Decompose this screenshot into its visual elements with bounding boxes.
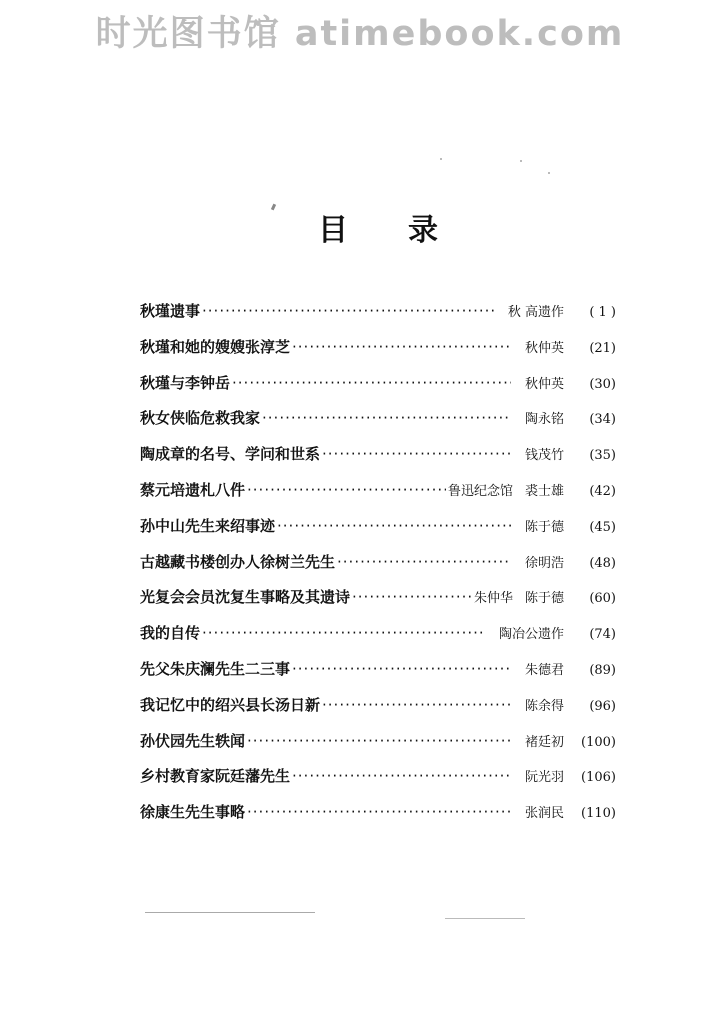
toc-entry <box>140 658 616 694</box>
entry-page: (106) <box>581 770 616 786</box>
entry-title: 秋瑾和她的嫂嫂张淳芝 <box>140 337 291 356</box>
entry-author: 秋仲英 <box>524 340 564 356</box>
entry-author: 张润民 <box>524 806 564 822</box>
scan-speck <box>145 912 315 913</box>
toc-entry <box>140 694 616 730</box>
toc-entry <box>140 801 616 837</box>
entry-title: 孙伏园先生轶闻 <box>140 731 246 750</box>
entry-page: (30) <box>589 376 616 392</box>
dot-leader <box>322 696 511 714</box>
watermark: 时光图书馆 atimebook.com <box>95 14 625 54</box>
entry-author: 裘士雄 <box>524 483 564 499</box>
table-of-contents <box>140 300 616 837</box>
entry-author: 陶冶公遗作 <box>498 627 564 643</box>
entry-author: 褚廷初 <box>524 734 564 750</box>
dot-leader <box>352 588 472 606</box>
entry-title: 秋女侠临危救我家 <box>140 409 261 428</box>
entry-title: 光复会会员沈复生事略及其遗诗 <box>140 588 351 607</box>
scan-speck <box>445 918 525 919</box>
entry-page: (35) <box>589 448 616 464</box>
entry-author: 朱德君 <box>524 662 564 678</box>
entry-page: (34) <box>589 412 616 428</box>
toc-entry <box>140 586 616 622</box>
entry-page: (45) <box>589 519 616 535</box>
dot-leader <box>292 660 511 678</box>
entry-page: (110) <box>581 806 616 822</box>
entry-title: 乡村教育家阮廷藩先生 <box>140 767 291 786</box>
entry-title: 秋瑾与李钟岳 <box>140 373 231 392</box>
entry-page: (21) <box>589 340 616 356</box>
dot-leader <box>337 553 511 571</box>
toc-entry <box>140 551 616 587</box>
toc-entry <box>140 765 616 801</box>
dot-leader <box>247 803 511 821</box>
scan-speck <box>548 172 550 174</box>
scan-speck <box>271 204 276 211</box>
scan-speck <box>440 158 442 160</box>
entry-author: 徐明浩 <box>524 555 564 571</box>
entry-title: 我的自传 <box>140 624 201 643</box>
entry-page: (100) <box>581 734 616 750</box>
entry-author: 陈于德 <box>524 519 564 535</box>
entry-title: 古越藏书楼创办人徐树兰先生 <box>140 552 336 571</box>
toc-entry <box>140 730 616 766</box>
entry-title: 蔡元培遗札八件 <box>140 480 246 499</box>
dot-leader <box>202 302 494 320</box>
toc-entry <box>140 372 616 408</box>
entry-author: 秋仲英 <box>524 376 564 392</box>
dot-leader <box>232 374 511 392</box>
entry-org: 鲁迅纪念馆 <box>447 483 513 499</box>
entry-author: 秋 高遗作 <box>507 305 564 320</box>
scan-speck <box>520 160 522 162</box>
page-title: 目录 <box>318 213 498 248</box>
dot-leader <box>247 732 511 750</box>
entry-page: ( 1 ) <box>589 305 616 320</box>
entry-page: (48) <box>589 555 616 571</box>
dot-leader <box>277 517 511 535</box>
entry-author: 陈余得 <box>524 698 564 714</box>
entry-author: 阮光羽 <box>524 770 564 786</box>
dot-leader <box>292 338 511 356</box>
toc-entry <box>140 407 616 443</box>
toc-entry <box>140 336 616 372</box>
dot-leader <box>292 767 511 785</box>
dot-leader <box>202 624 485 642</box>
entry-page: (89) <box>589 662 616 678</box>
entry-page: (42) <box>589 483 616 499</box>
toc-entry <box>140 515 616 551</box>
entry-title: 先父朱庆澜先生二三事 <box>140 659 291 678</box>
toc-entry <box>140 479 616 515</box>
entry-author: 陈于德 <box>524 591 564 607</box>
entry-page: (60) <box>589 591 616 607</box>
entry-title: 孙中山先生来绍事迹 <box>140 516 276 535</box>
entry-title: 秋瑾遗事 <box>140 302 201 320</box>
entry-author: 钱茂竹 <box>524 448 564 464</box>
entry-page: (96) <box>589 698 616 714</box>
dot-leader <box>247 481 446 499</box>
dot-leader <box>322 445 511 463</box>
entry-author: 陶永铭 <box>524 412 564 428</box>
dot-leader <box>262 409 511 427</box>
entry-page: (74) <box>589 627 616 643</box>
entry-title: 徐康生先生事略 <box>140 803 246 822</box>
entry-title: 我记忆中的绍兴县长汤日新 <box>140 695 321 714</box>
toc-entry <box>140 622 616 658</box>
entry-org: 朱仲华 <box>473 591 513 607</box>
toc-entry <box>140 300 616 336</box>
toc-entry <box>140 443 616 479</box>
entry-title: 陶成章的名号、学问和世系 <box>140 445 321 464</box>
